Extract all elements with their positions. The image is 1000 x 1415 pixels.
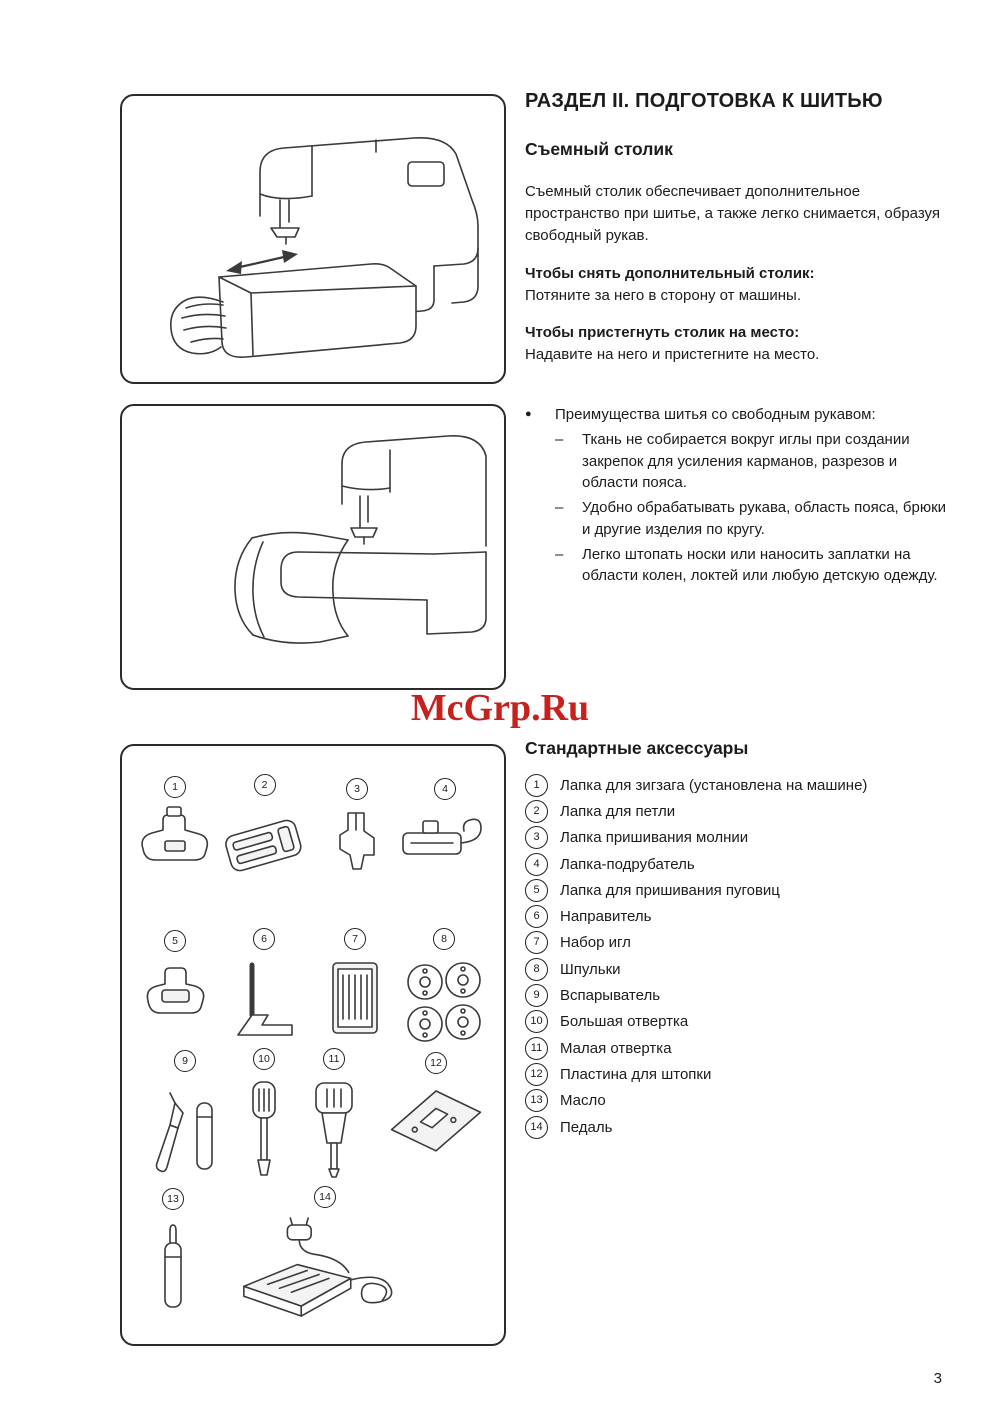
accessory-number: 7 [525, 931, 548, 954]
remove-table-heading: Чтобы снять дополнительный столик: [525, 265, 815, 283]
needle-set-icon [326, 957, 384, 1039]
accessory-label: Вспарыватель [560, 987, 661, 1005]
accessory-row [525, 982, 947, 1008]
accessory-row [525, 798, 947, 824]
bobbins-icon [400, 957, 488, 1049]
figure-number-2: 2 [254, 774, 276, 796]
accessory-number: 8 [525, 958, 548, 981]
advantage-item [525, 497, 947, 541]
figure-number-8: 8 [433, 928, 455, 950]
accessory-row [525, 1009, 947, 1035]
figure-number-12: 12 [425, 1052, 447, 1074]
advantages-heading-row [525, 404, 947, 426]
figure-item-foot-pedal [230, 1186, 420, 1326]
figure-item-needle-set [322, 928, 388, 1039]
subsection-title-removable-table: Съемный столик [525, 139, 673, 159]
figure-removable-table [120, 94, 506, 384]
accessory-number: 11 [525, 1037, 548, 1060]
figure-number-4: 4 [434, 778, 456, 800]
sewing-machine-table-removal-illustration [122, 96, 500, 378]
figure-item-oil-tube [144, 1188, 202, 1315]
figure-number-14: 14 [314, 1186, 336, 1208]
hemmer-foot-icon [395, 807, 495, 865]
accessory-label: Шпульки [560, 960, 621, 978]
accessory-number: 1 [525, 774, 548, 797]
accessory-row [525, 956, 947, 982]
accessory-label: Лапка-подрубатель [560, 855, 695, 873]
section-preparation [525, 90, 947, 366]
accessory-row [525, 903, 947, 929]
figure-number-11: 11 [323, 1048, 345, 1070]
accessory-row [525, 825, 947, 851]
section-standard-accessories [525, 738, 947, 1140]
accessory-label: Большая отвертка [560, 1013, 689, 1031]
accessory-number: 12 [525, 1063, 548, 1086]
figure-accessories [120, 744, 506, 1346]
figure-item-buttonhole-foot [212, 774, 317, 885]
figure-item-hemmer-foot [394, 778, 496, 865]
accessory-number: 14 [525, 1116, 548, 1139]
accessory-row [525, 1114, 947, 1140]
advantage-text: Легко штопать носки или наносить заплатки на области колен, локтей или любую детскую одежду. [582, 545, 938, 585]
figure-item-quilt-guide [214, 928, 314, 1045]
advantages-heading: Преимущества шитья со свободным рукавом: [555, 406, 876, 423]
accessory-row [525, 930, 947, 956]
figure-item-darning-plate [380, 1052, 492, 1157]
accessory-label: Малая отвертка [560, 1039, 672, 1057]
figure-number-3: 3 [346, 778, 368, 800]
accessory-label: Лапка для зигзага (установлена на машине) [560, 776, 868, 794]
dash-icon: – [555, 545, 564, 563]
zipper-foot-icon [328, 807, 386, 875]
small-screwdriver-icon [299, 1077, 369, 1181]
bullet-icon: ● [525, 408, 532, 420]
figure-number-13: 13 [162, 1188, 184, 1210]
accessory-row [525, 851, 947, 877]
free-arm-sewing-illustration [122, 406, 500, 684]
advantage-item [525, 544, 947, 588]
accessory-number: 9 [525, 984, 548, 1007]
figure-number-7: 7 [344, 928, 366, 950]
figure-number-1: 1 [164, 776, 186, 798]
foot-pedal-icon [230, 1215, 420, 1326]
large-screwdriver-icon [241, 1077, 287, 1181]
accessory-row [525, 1088, 947, 1114]
figure-number-6: 6 [253, 928, 275, 950]
accessory-label: Педаль [560, 1118, 613, 1136]
advantage-text: Удобно обрабатывать рукава, область пояса, брюки и другие изделия по кругу. [582, 499, 947, 538]
accessory-row [525, 877, 947, 903]
remove-table-text: Потяните за него в сторону от машины. [525, 287, 801, 305]
accessory-row [525, 1061, 947, 1087]
button-foot-icon [136, 959, 214, 1025]
accessory-number: 4 [525, 853, 548, 876]
intro-paragraph: Съемный столик обеспечивает дополнительное пространство при шитье, а также легко снимается, образуя свободный рукав. [525, 183, 941, 245]
accessory-number: 10 [525, 1010, 548, 1033]
section-free-arm-advantages [525, 404, 947, 587]
seam-ripper-icon [141, 1079, 229, 1177]
figure-item-small-screwdriver [298, 1048, 370, 1181]
advantage-text: Ткань не собирается вокруг иглы при создании закрепок для усиления карманов, разрезов и области пояса. [582, 430, 910, 492]
quilt-guide-icon [218, 957, 310, 1045]
watermark: McGrp.Ru [410, 687, 590, 729]
accessory-label: Пластина для штопки [560, 1065, 712, 1083]
figure-item-zigzag-foot [130, 776, 220, 871]
page-number: 3 [933, 1370, 942, 1387]
figure-number-5: 5 [164, 930, 186, 952]
accessory-label: Масло [560, 1092, 606, 1110]
figure-item-bobbins [398, 928, 490, 1049]
dash-icon: – [555, 499, 564, 516]
accessories-title: Стандартные аксессуары [525, 738, 749, 758]
figure-number-10: 10 [253, 1048, 275, 1070]
darning-plate-icon [380, 1081, 492, 1157]
accessory-row [525, 772, 947, 798]
accessory-number: 6 [525, 905, 548, 928]
figure-number-9: 9 [174, 1050, 196, 1072]
accessory-label: Набор игл [560, 934, 631, 952]
attach-table-text: Надавите на него и пристегните на место. [525, 346, 820, 364]
accessory-number: 3 [525, 826, 548, 849]
section-title: РАЗДЕЛ II. ПОДГОТОВКА К ШИТЬЮ [525, 90, 883, 112]
accessory-number: 5 [525, 879, 548, 902]
accessory-label: Лапка пришивания молнии [560, 829, 749, 847]
figure-item-large-screwdriver [238, 1048, 290, 1181]
accessory-number: 2 [525, 800, 548, 823]
attach-table-heading: Чтобы пристегнуть столик на место: [525, 324, 800, 342]
advantage-item [525, 429, 947, 494]
zigzag-foot-icon [133, 805, 217, 871]
buttonhole-foot-icon [213, 803, 317, 885]
accessory-row [525, 1035, 947, 1061]
accessory-label: Направитель [560, 908, 652, 926]
accessory-label: Лапка для петли [560, 802, 676, 820]
figure-item-zipper-foot [322, 778, 392, 875]
accessory-number: 13 [525, 1089, 548, 1112]
figure-item-seam-ripper [140, 1050, 230, 1177]
figure-free-arm [120, 404, 506, 690]
accessory-label: Лапка для пришивания пуговиц [560, 881, 780, 899]
figure-item-button-foot [132, 930, 218, 1025]
dash-icon: – [555, 430, 564, 448]
oil-tube-icon [153, 1217, 193, 1315]
